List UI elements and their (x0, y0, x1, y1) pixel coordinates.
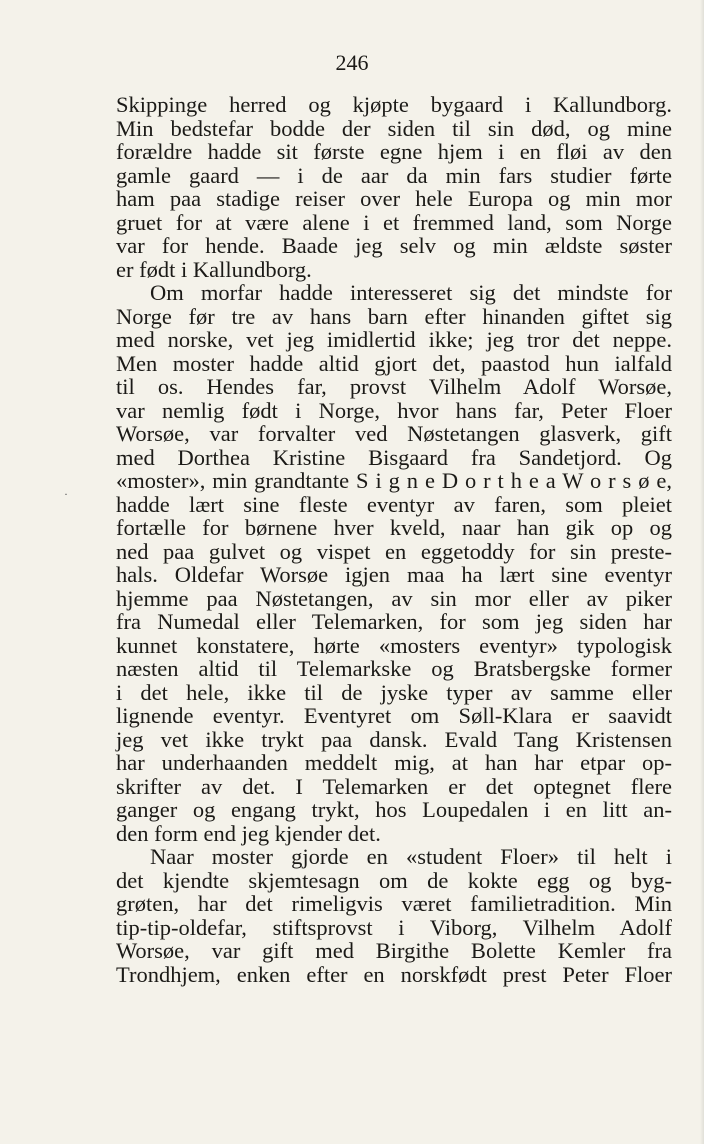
text-line: til os. Hendes far, provst Vilhelm Adolf Worsøe, (116, 374, 672, 399)
text-line: med norske, vet jeg imidlertid ikke; jeg tror det neppe. (116, 327, 672, 352)
page-edge (700, 0, 704, 1144)
text-line: Men moster hadde altid gjort det, paastod hun ialfald (116, 350, 672, 376)
text-line: fortælle for børnene hver kveld, naar han gik op og (116, 515, 672, 540)
text-line: Min bedstefar bodde der siden til sin død, og mine (116, 115, 672, 141)
text-line: hadde lært sine fleste eventyr av faren, som pleiet (116, 491, 672, 517)
text-line: skrifter av det. I Telemarken er det optegnet flere (116, 773, 672, 799)
text-line: grøten, har det rimeligvis været familietradition. Min (116, 891, 672, 916)
text-line: hals. Oldefar Worsøe igjen maa ha lært sine eventyr (116, 562, 672, 587)
margin-mark: · (64, 487, 68, 501)
text-line: ham paa stadige reiser over hele Europa og min mor (116, 186, 672, 211)
text-line: Worsøe, var forvalter ved Nøstetangen glasverk, gift (116, 421, 672, 446)
text-line: ned paa gulvet og vispet en eggetoddy for sin preste- (116, 538, 672, 564)
page-number: 246 (335, 50, 369, 75)
text-line: Skippinge herred og kjøpte bygaard i Kallundborg. (116, 92, 672, 117)
text-line: var nemlig født i Norge, hvor hans far, Peter Floer (116, 397, 672, 423)
text-line: fra Numedal eller Telemarken, for som jeg siden har (116, 609, 672, 634)
text-line: Naar moster gjorde en «student Floer» til helt i (150, 844, 672, 869)
text-line: har underhaanden meddelt mig, at han har etpar op- (116, 750, 672, 775)
body-text (116, 93, 672, 986)
text-line: forældre hadde sit første egne hjem i en fløi av den (116, 139, 672, 164)
text-line: Norge før tre av hans barn efter hinanden giftet sig (116, 303, 672, 329)
text-line: det kjendte skjemtesagn om de kokte egg og byg- (116, 867, 672, 893)
text-line: var for hende. Baade jeg selv og min ældste søster (116, 233, 672, 258)
text-line: tip-tip-oldefar, stiftsprovst i Viborg, Vilhelm Adolf (116, 914, 672, 940)
text-line: kunnet konstatere, hørte «mosters eventyr» typologisk (116, 632, 672, 658)
text-line: jeg vet ikke trykt paa dansk. Evald Tang Kristensen (116, 726, 672, 752)
text-line: lignende eventyr. Eventyret om Søll-Klara er saavidt (116, 703, 672, 728)
text-line: hjemme paa Nøstetangen, av sin mor eller av piker (116, 585, 672, 611)
text-line: gruet for at være alene i et fremmed land, som Norge (116, 209, 672, 235)
text-line: er født i Kallundborg. (116, 256, 312, 282)
text-line: ganger og engang trykt, hos Loupedalen i en litt an- (116, 797, 672, 822)
text-line: med Dorthea Kristine Bisgaard fra Sandetjord. Og (116, 444, 672, 470)
text-line: Om morfar hadde interesseret sig det mindste for (150, 280, 672, 305)
text-line: den form end jeg kjender det. (116, 820, 381, 846)
text-line: næsten altid til Telemarkske og Bratsbergske former (116, 656, 672, 681)
text-line: gamle gaard — i de aar da min fars studier førte (116, 162, 672, 188)
text-line: Trondhjem, enken efter en norskfødt prest Peter Floer (116, 961, 672, 987)
text-line: «moster», min grandtante S i g n e D o r t h e a W o r s ø e, (116, 468, 672, 493)
text-line: Worsøe, var gift med Birgithe Bolette Kemler fra (116, 938, 672, 963)
text-line: i det hele, ikke til de jyske typer av samme eller (116, 679, 672, 705)
